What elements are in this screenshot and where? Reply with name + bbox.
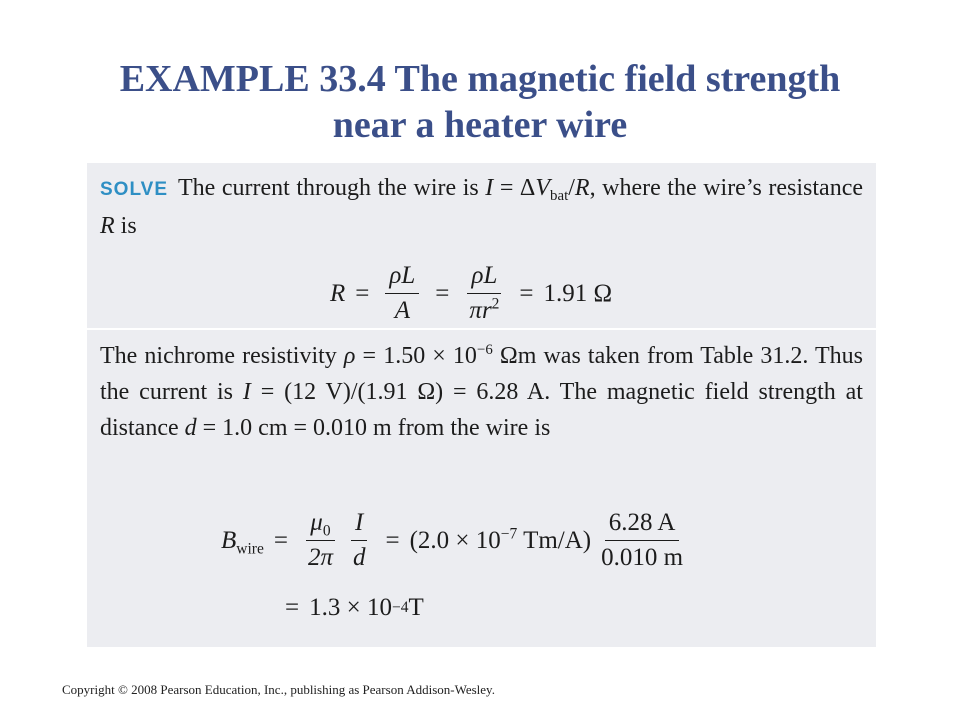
fraction-rho-l-over-pi-r2 (465, 261, 503, 326)
title-line-1: EXAMPLE 33.4 The magnetic field strength (119, 58, 841, 100)
solution-panel-top (87, 163, 876, 328)
fraction-numerator: I (351, 508, 367, 541)
fraction-numerator: ρL (385, 261, 419, 294)
field-result-value: 1.3 × 10 (309, 594, 392, 621)
equals-sign: = (519, 279, 534, 307)
text-run: , where the wire’s resistance (589, 175, 864, 201)
permeability-factor (410, 527, 592, 555)
copyright-notice: Copyright © 2008 Pearson Education, Inc., publishing as Pearson Addison-Wesley. (62, 682, 495, 697)
var-current: I (485, 175, 494, 201)
fraction-mu0-over-2pi (304, 508, 337, 573)
text-run: = 1.0 cm = 0.010 m from the wire is (196, 415, 551, 441)
text-run: The nichrome resistivity (100, 343, 344, 369)
text-run: The current through the wire is (178, 175, 486, 201)
text-run: (2.0 × 10 (409, 526, 501, 554)
fraction-numerator (306, 508, 334, 541)
resistivity-paragraph (100, 338, 863, 446)
fraction-denominator: 0.010 m (601, 544, 684, 571)
var-current: I (242, 379, 251, 405)
field-result-equation: = 1.3 × 10 −4 T (285, 594, 424, 621)
exponent: −7 (500, 525, 518, 543)
exponent: 2 (491, 295, 500, 313)
fraction-current-over-distance (597, 508, 687, 573)
text-run: = (12 V)/(1.91 Ω) = 6.28 A. The magnetic field strength at distance (100, 379, 863, 441)
solve-paragraph (100, 170, 863, 244)
field-equation (221, 508, 693, 573)
var-voltage: V (535, 175, 551, 201)
fraction-rho-l-over-a (385, 261, 419, 326)
fraction-i-over-d (349, 508, 370, 573)
text-run: = Δ (493, 175, 536, 201)
fraction-denominator (465, 294, 503, 326)
equals-sign: = (273, 526, 288, 554)
var-rho: ρ (343, 343, 356, 369)
solution-panel-bottom (87, 330, 876, 647)
var-resistance: R (574, 175, 590, 201)
resistance-equation (330, 261, 612, 326)
subscript-zero: 0 (322, 522, 331, 540)
title-line-2: near a heater wire (332, 104, 628, 146)
eq-symbol-r: R (330, 279, 346, 307)
subscript-bat: bat (550, 188, 569, 205)
text-run: Tm/A) (517, 526, 592, 554)
equals-sign: = (385, 526, 400, 554)
equals-sign: = (285, 594, 300, 621)
fraction-denominator: 2π (307, 544, 333, 571)
eq-symbol-b-wire (221, 527, 264, 555)
field-result-unit: T (408, 594, 424, 621)
text-run: Ωm was taken from Table 31.2. Thus the current is (100, 343, 864, 405)
var-distance: d (184, 415, 197, 441)
var-radius: r (481, 297, 492, 324)
slide-title (40, 56, 920, 148)
text-run: / (568, 175, 575, 201)
fraction-numerator: ρL (467, 261, 501, 294)
var-resistance: R (100, 213, 115, 239)
subscript-wire: wire (236, 539, 264, 557)
equals-sign: = (435, 279, 450, 307)
fraction-numerator: 6.28 A (605, 508, 680, 541)
fraction-denominator: A (394, 297, 410, 324)
pi-symbol: π (469, 297, 482, 324)
solve-label: SOLVE (100, 179, 168, 200)
equals-sign: = (355, 279, 370, 307)
text-run: = 1.50 × 10 (355, 343, 477, 369)
mu-symbol: μ (310, 509, 323, 536)
var-field: B (221, 526, 237, 554)
text-run: is (114, 213, 137, 239)
fraction-denominator: d (352, 544, 366, 571)
exponent: −6 (476, 342, 493, 359)
resistance-result: 1.91 Ω (543, 279, 613, 307)
